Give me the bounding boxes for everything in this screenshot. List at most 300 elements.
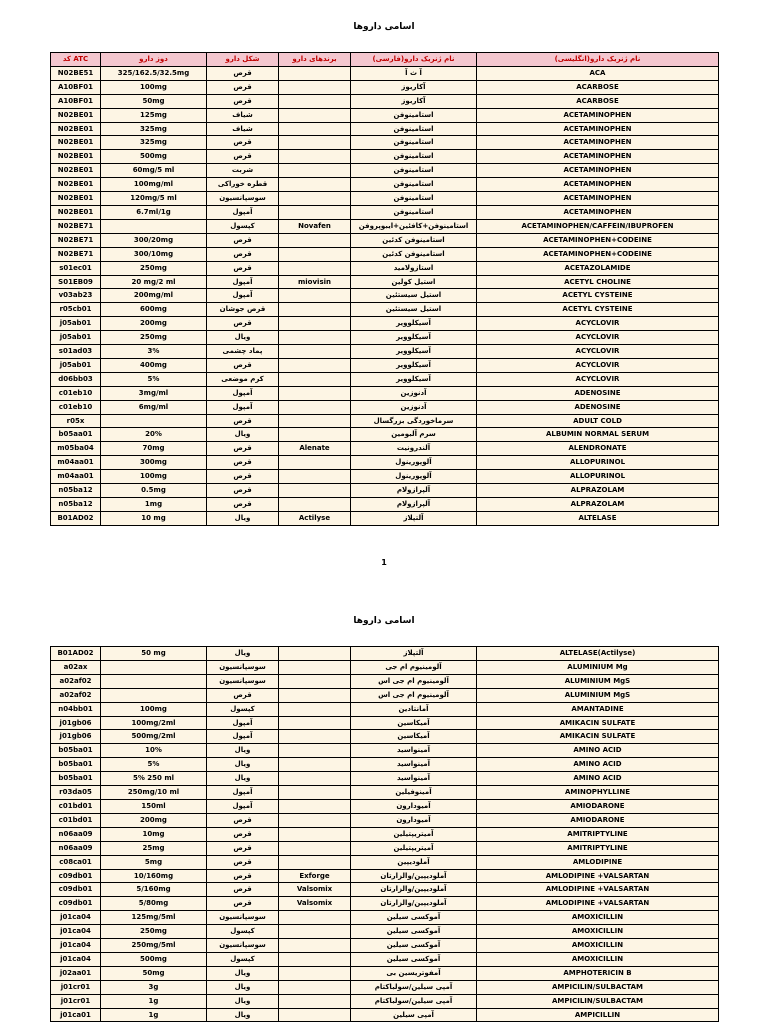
dose-cell: 100mg/2ml [101,716,207,730]
name-persian-cell: آموکسی سیلین [351,952,477,966]
form-cell: شربت [207,164,279,178]
atc-code-cell: j05ab01 [51,358,101,372]
atc-code-cell: c01bd01 [51,799,101,813]
atc-code-cell: N02BE01 [51,150,101,164]
dose-cell: 400mg [101,358,207,372]
brand-cell [279,786,351,800]
form-cell: قرص [207,688,279,702]
name-english-cell: ACETAMINOPHEN [477,122,719,136]
dose-cell: 5% [101,758,207,772]
name-persian-cell: آدنوزین [351,400,477,414]
form-cell: ویال [207,1008,279,1022]
form-cell: کرم موضعی [207,372,279,386]
dose-cell: 125mg/5ml [101,911,207,925]
form-cell: سوسپانسیون [207,192,279,206]
form-cell: آمپول [207,730,279,744]
form-cell: قرص [207,470,279,484]
brand-cell [279,372,351,386]
dose-cell: 325/162.5/32.5mg [101,66,207,80]
brand-cell [279,744,351,758]
form-cell: قرص [207,897,279,911]
atc-code-cell: j01ca01 [51,1008,101,1022]
name-english-cell: ACARBOSE [477,94,719,108]
atc-code-cell: A10BF01 [51,94,101,108]
name-persian-cell: آلومینیوم ام جی اس [351,674,477,688]
name-english-cell: ACARBOSE [477,80,719,94]
atc-code-cell: j05ab01 [51,331,101,345]
form-cell: قرص [207,150,279,164]
dose-cell: 10mg [101,827,207,841]
table-row [51,400,719,414]
atc-code-cell: N02BE01 [51,136,101,150]
name-english-cell: ALLOPURINOL [477,470,719,484]
header-brands: برندهای دارو [279,53,351,67]
name-persian-cell: استامینوفن کدئین [351,233,477,247]
table-row [51,192,719,206]
table-row [51,122,719,136]
name-persian-cell: آکاربوز [351,94,477,108]
brand-cell [279,386,351,400]
form-cell: شیاف [207,122,279,136]
brand-cell [279,289,351,303]
name-english-cell: ACETAMINOPHEN [477,205,719,219]
name-persian-cell: استامینوفن [351,108,477,122]
atc-code-cell: n05ba12 [51,484,101,498]
name-english-cell: AMOXICILLIN [477,939,719,953]
brand-cell [279,827,351,841]
atc-code-cell: n06aa09 [51,841,101,855]
name-persian-cell: استامینوفن [351,164,477,178]
brand-cell [279,456,351,470]
dose-cell [101,219,207,233]
name-persian-cell: استامینوفن کدئین [351,247,477,261]
name-persian-cell: آمفوتریسین بی [351,966,477,980]
atc-code-cell: B01AD02 [51,511,101,525]
atc-code-cell: j01gb06 [51,716,101,730]
brand-cell [279,94,351,108]
dose-cell: 200mg [101,317,207,331]
table-row [51,372,719,386]
brand-cell [279,247,351,261]
dose-cell: 325mg [101,122,207,136]
brand-cell [279,414,351,428]
name-persian-cell: آملودیپین/والزارتان [351,869,477,883]
dose-cell: 250mg [101,925,207,939]
table-row [51,966,719,980]
dose-cell: 100mg [101,702,207,716]
brand-cell [279,952,351,966]
name-english-cell: ACETAMINOPHEN+CODEINE [477,233,719,247]
name-persian-cell: آلومینیوم ام جی اس [351,688,477,702]
atc-code-cell: B01AD02 [51,647,101,661]
name-persian-cell: استامینوفن+کافئین+ایبوپروفن [351,219,477,233]
atc-code-cell: N02BE71 [51,247,101,261]
dose-cell: 0.5mg [101,484,207,498]
brand-cell [279,66,351,80]
form-cell: ویال [207,966,279,980]
name-english-cell: AMPICILIN/SULBACTAM [477,994,719,1008]
form-cell: آمپول [207,716,279,730]
dose-cell: 1g [101,994,207,1008]
brand-cell [279,400,351,414]
name-persian-cell: آسیکلوویر [351,317,477,331]
brand-cell [279,772,351,786]
dose-cell: 1mg [101,498,207,512]
atc-code-cell: N02BE01 [51,205,101,219]
dose-cell: 250mg [101,261,207,275]
brand-cell [279,994,351,1008]
dose-cell: 5/160mg [101,883,207,897]
name-english-cell: ALENDRONATE [477,442,719,456]
form-cell: قرص [207,841,279,855]
table-row [51,289,719,303]
atc-code-cell: r05cb01 [51,303,101,317]
dose-cell: 50 mg [101,647,207,661]
dose-cell: 25mg [101,841,207,855]
table-row [51,66,719,80]
atc-code-cell: n04bb01 [51,702,101,716]
dose-cell: 125mg [101,108,207,122]
table-row [51,869,719,883]
name-persian-cell: استامینوفن [351,122,477,136]
name-persian-cell: آلپرازولام [351,498,477,512]
name-persian-cell: استامینوفن [351,205,477,219]
name-english-cell: ALTELASE(Actilyse) [477,647,719,661]
name-persian-cell: آموکسی سیلین [351,925,477,939]
dose-cell: 150ml [101,799,207,813]
form-cell: کپسول [207,952,279,966]
atc-code-cell: S01EB09 [51,275,101,289]
name-english-cell: ACETYL CYSTEINE [477,289,719,303]
brand-cell [279,758,351,772]
table-row [51,952,719,966]
table-row [51,303,719,317]
brand-cell [279,331,351,345]
brand-cell [279,730,351,744]
dose-cell: 60mg/5 ml [101,164,207,178]
table-row [51,94,719,108]
brand-cell: miovisin [279,275,351,289]
table-row [51,730,719,744]
table-row [51,827,719,841]
form-cell: پماد چشمی [207,345,279,359]
table-row [51,317,719,331]
brand-cell [279,911,351,925]
name-english-cell: AMIKACIN SULFATE [477,716,719,730]
atc-code-cell: n05ba12 [51,498,101,512]
brand-cell [279,716,351,730]
brand-cell [279,358,351,372]
name-english-cell: AMITRIPTYLINE [477,827,719,841]
dose-cell: 5% 250 ml [101,772,207,786]
form-cell: ویال [207,511,279,525]
drug-table-page-2 [50,646,719,1022]
atc-code-cell: j01gb06 [51,730,101,744]
form-cell: ویال [207,744,279,758]
brand-cell [279,498,351,512]
name-persian-cell: آسیکلوویر [351,345,477,359]
brand-cell [279,980,351,994]
table-row [51,855,719,869]
dose-cell: 1g [101,1008,207,1022]
dose-cell: 10 mg [101,511,207,525]
atc-code-cell: N02BE71 [51,233,101,247]
name-english-cell: ACYCLOVIR [477,317,719,331]
brand-cell [279,122,351,136]
name-english-cell: ACYCLOVIR [477,372,719,386]
form-cell: قرص [207,484,279,498]
table-row [51,136,719,150]
dose-cell: 500mg [101,150,207,164]
name-english-cell: ALUMINIUM MgS [477,688,719,702]
brand-cell: Exforge [279,869,351,883]
table-row [51,799,719,813]
name-english-cell: AMIODARONE [477,799,719,813]
table-row [51,428,719,442]
atc-code-cell: N02BE71 [51,219,101,233]
atc-code-cell: v03ab23 [51,289,101,303]
table-row [51,688,719,702]
brand-cell [279,925,351,939]
table-row [51,994,719,1008]
form-cell: قرص [207,855,279,869]
name-english-cell: ACYCLOVIR [477,331,719,345]
name-english-cell: ALLOPURINOL [477,456,719,470]
brand-cell [279,80,351,94]
name-persian-cell: آملودیپین/والزارتان [351,897,477,911]
dose-cell: 500mg/2ml [101,730,207,744]
name-english-cell: ACETYL CYSTEINE [477,303,719,317]
name-persian-cell: استامینوفن [351,136,477,150]
brand-cell [279,428,351,442]
name-english-cell: ALUMINIUM Mg [477,660,719,674]
atc-code-cell: n06aa09 [51,827,101,841]
brand-cell [279,303,351,317]
name-english-cell: AMINO ACID [477,772,719,786]
brand-cell: Alenate [279,442,351,456]
table-row [51,716,719,730]
name-english-cell: ALPRAZOLAM [477,498,719,512]
form-cell: قرص [207,883,279,897]
form-cell: قرص [207,317,279,331]
dose-cell: 500mg [101,952,207,966]
form-cell: قرص [207,358,279,372]
name-persian-cell: آمینواسید [351,772,477,786]
header-name-persian: نام ژنریک دارو(فارسی) [351,53,477,67]
form-cell: ویال [207,758,279,772]
page-title: اسامی داروها [353,616,415,626]
brand-cell: Valsomix [279,883,351,897]
atc-code-cell: c09db01 [51,897,101,911]
name-persian-cell: آلندرونیت [351,442,477,456]
form-cell: ویال [207,331,279,345]
name-persian-cell: آمیتریپتیلین [351,827,477,841]
table-row [51,178,719,192]
form-cell: قرص [207,827,279,841]
form-cell: ویال [207,647,279,661]
dose-cell: 300mg [101,456,207,470]
table-row [51,205,719,219]
dose-cell: 20% [101,428,207,442]
brand-cell [279,470,351,484]
atc-code-cell: c01bd01 [51,813,101,827]
atc-code-cell: c09db01 [51,883,101,897]
table-row [51,1008,719,1022]
name-persian-cell: آمینواسید [351,758,477,772]
form-cell: کپسول [207,219,279,233]
dose-cell: 6mg/ml [101,400,207,414]
table-row [51,80,719,94]
name-english-cell: ALPRAZOLAM [477,484,719,498]
dose-cell: 5/80mg [101,897,207,911]
brand-cell [279,108,351,122]
dose-cell: 300/10mg [101,247,207,261]
table-row [51,498,719,512]
name-english-cell: AMINO ACID [477,758,719,772]
brand-cell [279,136,351,150]
form-cell: ویال [207,980,279,994]
header-dose: دوز دارو [101,53,207,67]
name-persian-cell: آسیکلوویر [351,372,477,386]
name-english-cell: ALTELASE [477,511,719,525]
name-persian-cell: آلومینیوم ام جی [351,660,477,674]
name-english-cell: ACETAMINOPHEN [477,150,719,164]
name-persian-cell: آسیکلوویر [351,358,477,372]
name-english-cell: AMPICILIN/SULBACTAM [477,980,719,994]
brand-cell [279,192,351,206]
atc-code-cell: c01eb10 [51,400,101,414]
atc-code-cell: d06bb03 [51,372,101,386]
dose-cell: 250mg/5ml [101,939,207,953]
name-english-cell: ACETAMINOPHEN [477,136,719,150]
form-cell: سوسپانسیون [207,674,279,688]
header-form: شکل دارو [207,53,279,67]
atc-code-cell: b05ba01 [51,744,101,758]
name-english-cell: ADENOSINE [477,386,719,400]
atc-code-cell: j01ca04 [51,911,101,925]
atc-code-cell: N02BE51 [51,66,101,80]
table-row [51,345,719,359]
name-english-cell: AMIODARONE [477,813,719,827]
dose-cell: 100mg/ml [101,178,207,192]
name-persian-cell: آمیودارون [351,813,477,827]
atc-code-cell: j01ca04 [51,925,101,939]
name-persian-cell: آلتپلاز [351,647,477,661]
brand-cell [279,688,351,702]
form-cell: آمپول [207,786,279,800]
brand-cell [279,178,351,192]
atc-code-cell: j01ca04 [51,939,101,953]
table-row [51,897,719,911]
atc-code-cell: s01ec01 [51,261,101,275]
name-english-cell: ACETAMINOPHEN [477,164,719,178]
table-header-row [51,53,719,67]
brand-cell [279,647,351,661]
form-cell: قرص [207,456,279,470]
page-title: اسامی داروها [353,22,415,32]
brand-cell [279,674,351,688]
brand-cell [279,841,351,855]
atc-code-cell: m04aa01 [51,456,101,470]
dose-cell [101,688,207,702]
name-persian-cell: آسیکلوویر [351,331,477,345]
name-persian-cell: آکاربوز [351,80,477,94]
atc-code-cell: b05aa01 [51,428,101,442]
name-english-cell: AMLODIPINE [477,855,719,869]
dose-cell: 50mg [101,94,207,108]
dose-cell: 250mg/10 ml [101,786,207,800]
dose-cell: 50mg [101,966,207,980]
atc-code-cell: A10BF01 [51,80,101,94]
form-cell: آمپول [207,799,279,813]
name-persian-cell: آلتپلاز [351,511,477,525]
dose-cell: 200mg/ml [101,289,207,303]
form-cell: سوسپانسیون [207,911,279,925]
brand-cell [279,966,351,980]
atc-code-cell: b05ba01 [51,772,101,786]
brand-cell [279,702,351,716]
form-cell: کپسول [207,925,279,939]
table-row [51,980,719,994]
form-cell: قرص [207,261,279,275]
table-row [51,261,719,275]
name-persian-cell: استیل کولین [351,275,477,289]
dose-cell [101,660,207,674]
name-persian-cell: آموکسی سیلین [351,911,477,925]
dose-cell: 70mg [101,442,207,456]
atc-code-cell: a02af02 [51,688,101,702]
brand-cell: Actilyse [279,511,351,525]
brand-cell [279,345,351,359]
drug-table-page-1 [50,52,719,526]
brand-cell [279,939,351,953]
brand-cell [279,205,351,219]
table-row [51,511,719,525]
table-row [51,883,719,897]
name-english-cell: ACETAMINOPHEN [477,178,719,192]
brand-cell [279,813,351,827]
table-row [51,108,719,122]
name-english-cell: AMINO ACID [477,744,719,758]
form-cell: قرص جوشان [207,303,279,317]
name-persian-cell: استیل سیستئین [351,289,477,303]
table-row [51,233,719,247]
header-atc-code: کد ATC [51,53,101,67]
brand-cell: Valsomix [279,897,351,911]
atc-code-cell: N02BE01 [51,178,101,192]
atc-code-cell: s01ad03 [51,345,101,359]
table-row [51,744,719,758]
form-cell: آمپول [207,386,279,400]
atc-code-cell: c01eb10 [51,386,101,400]
name-english-cell: ACETAMINOPHEN/CAFFEIN/IBUPROFEN [477,219,719,233]
table-row [51,786,719,800]
table-row [51,470,719,484]
name-persian-cell: استیل سیستئین [351,303,477,317]
name-persian-cell: آملودیپین [351,855,477,869]
name-english-cell: ACETAMINOPHEN+CODEINE [477,247,719,261]
name-english-cell: ACYCLOVIR [477,345,719,359]
atc-code-cell: N02BE01 [51,164,101,178]
table-row [51,925,719,939]
name-persian-cell: آ ث آ [351,66,477,80]
name-persian-cell: آمینوفیلین [351,786,477,800]
brand-cell [279,150,351,164]
form-cell: سوسپانسیون [207,939,279,953]
atc-code-cell: a02ax [51,660,101,674]
name-english-cell: ACYCLOVIR [477,358,719,372]
form-cell: ویال [207,772,279,786]
